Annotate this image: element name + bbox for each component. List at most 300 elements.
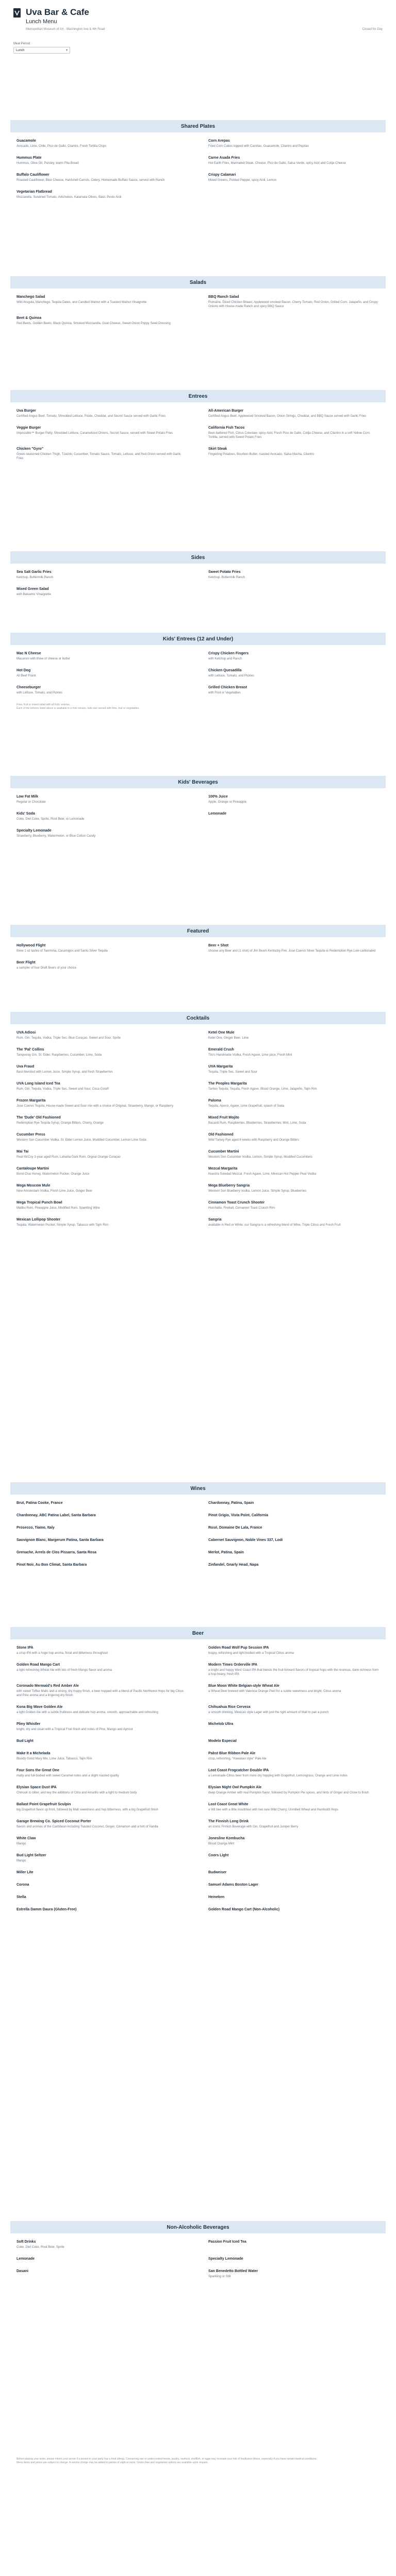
menu-section bbox=[10, 551, 386, 604]
menu-item-name: Old Fashioned bbox=[208, 1133, 234, 1137]
menu-item bbox=[208, 1895, 380, 1900]
menu-item-name: Pinot Noir, Au Bon Climat, Santa Barbara bbox=[16, 1563, 87, 1567]
menu-item-description: Jose Cuervo Tequila, House-made Sweet and Sour mix with a choice of Original, Strawberry, Mango, or Raspberry bbox=[16, 1105, 174, 1108]
menu-section bbox=[10, 925, 386, 977]
menu-item-name: Elysian Space Dust IPA bbox=[16, 1786, 57, 1789]
menu-item bbox=[16, 685, 188, 695]
menu-item-name: Pabst Blue Ribbon Pale Ale bbox=[208, 1752, 256, 1755]
menu-section bbox=[10, 1482, 386, 1575]
menu-item-name: Soft Drinks bbox=[16, 2240, 36, 2244]
menu-item-name: Prosecco, Tiamo, Italy bbox=[16, 1526, 55, 1530]
menu-item-name: Bud Light Seltzer bbox=[16, 1854, 46, 1857]
menu-item bbox=[208, 1646, 380, 1655]
menu-item bbox=[16, 1684, 188, 1698]
menu-item-name: Chardonnay, ABC Patina Label, Santa Barbara bbox=[16, 1514, 96, 1517]
menu-item bbox=[208, 570, 380, 580]
menu-item-description: Bloody Good Mary Mix, Lime Juice, Tabasco, Tajín Rim bbox=[16, 1757, 92, 1760]
menu-item-name: Beer + Shot bbox=[208, 944, 229, 947]
menu-item bbox=[208, 1722, 380, 1732]
menu-item-description: Avocado, Lime, Chile, Pico de Gallo, Cilantro, Fresh Tortilla Chips bbox=[16, 145, 107, 148]
menu-item bbox=[208, 2269, 380, 2279]
chevron-down-icon: ▾ bbox=[65, 49, 68, 52]
menu-item-description: Impossible™ Burger Patty, Shredded Lettuce, Caramelized Onions, Secret Sauce, served with Sweet Potato Fries bbox=[16, 432, 173, 435]
section-title: Non-Alcoholic Beverages bbox=[10, 2221, 386, 2233]
menu-item-description: Rum, Gin, Tequila, Vodka, Triple Sec, Sweet and Sour, Coca-Cola® bbox=[16, 1088, 109, 1091]
menu-item bbox=[16, 1870, 188, 1875]
menu-item-name: Estrella Damm Daura (Gluten-Free) bbox=[16, 1908, 77, 1911]
menu-item bbox=[16, 1563, 188, 1568]
menu-item bbox=[16, 139, 188, 148]
menu-item bbox=[208, 1538, 380, 1543]
menu-item-grid bbox=[10, 402, 386, 468]
menu-item-name: Skirt Steak bbox=[208, 447, 227, 451]
menu-item-name: The 'Pal' Collins bbox=[16, 1048, 44, 1052]
menu-item bbox=[16, 426, 188, 439]
menu-item-description: a Wit bier with a little mouthfeel with two new Wild Cherry, Unmilled Wheat and Humboldt Hops bbox=[208, 1808, 338, 1811]
menu-item-name: Vegetarian Flatbread bbox=[16, 190, 52, 194]
menu-item bbox=[16, 651, 188, 661]
open-status: Closed for Day bbox=[362, 28, 383, 31]
menu-item-name: Hot Dog bbox=[16, 669, 31, 672]
menu-item-name: Michelob Ultra bbox=[208, 1722, 234, 1726]
menu-item-name: Grenache, Arrels de Clos Pissarra, Santa Rosa bbox=[16, 1551, 96, 1554]
menu-item-description: with Fruit or Vegetables bbox=[208, 691, 241, 694]
menu-item bbox=[16, 1751, 188, 1761]
menu-item bbox=[16, 1907, 188, 1912]
menu-item bbox=[16, 1739, 188, 1744]
menu-item-description: Fried Corn Cakes topped with Carnitas, Guacamole, Cilantro and Pepitas bbox=[208, 145, 309, 148]
menu-item bbox=[16, 2240, 188, 2249]
menu-item-description: Chinook to bitter, and key the additions of Citra and Amarillo with a light to medium body bbox=[16, 1791, 137, 1794]
menu-item-description: with Lettuce, Tomato, and Pickles bbox=[208, 674, 254, 677]
menu-item-name: Specialty Lemonade bbox=[208, 2257, 243, 2261]
menu-item-description: Hot Earth Fries, Marinated Steak, Cheese, Pico de Gallo, Salsa Verde, spicy Aioli and Cotija Cheese bbox=[208, 162, 346, 165]
menu-item-name: Samuel Adams Boston Lager bbox=[208, 1883, 258, 1887]
menu-item-description: available in Red or White; our Sangria is a refreshing blend of Wine, Triple Citrus and Fresh Fruit bbox=[208, 1224, 341, 1227]
disclaimer-line: Menu items and prices are subject to change. A service charge may be added to parties of eight or more. Gluten-free and vegetarian options are available upon request. bbox=[16, 2461, 208, 2464]
menu-item bbox=[16, 1722, 188, 1732]
menu-item-description: Bond Chai Honey, Watermelon Pucker, Orange Juice bbox=[16, 1173, 90, 1176]
menu-item-grid bbox=[10, 564, 386, 604]
menu-item bbox=[16, 1836, 188, 1846]
menu-item-name: Kids' Soda bbox=[16, 812, 35, 816]
menu-item bbox=[16, 1538, 188, 1543]
menu-item-description: Certified Angus Beef, Applewood Smoked Bacon, Onion Strings, Cheddar, and BBQ Sauce served with Garlic Fries bbox=[208, 415, 367, 418]
menu-item-name: Stone IPA bbox=[16, 1646, 34, 1650]
menu-item-name: Golden Road Mango Cart bbox=[16, 1663, 60, 1667]
menu-section bbox=[10, 2221, 386, 2286]
menu-item-name: Veggie Burger bbox=[16, 426, 41, 430]
menu-item-name: Corn Arepas bbox=[208, 139, 230, 143]
menu-item-name: 100% Juice bbox=[208, 795, 228, 799]
menu-item-name: Lost Coast Great White bbox=[208, 1803, 249, 1806]
menu-item-grid bbox=[10, 937, 386, 977]
menu-item-name: Mezcal Margarita bbox=[208, 1167, 238, 1171]
menu-item bbox=[208, 447, 380, 461]
menu-item-name: San Benedetto Bottled Water bbox=[208, 2269, 258, 2273]
menu-item bbox=[208, 1132, 380, 1142]
menu-item-description: Mixed Greens, Pickled Pepper, spicy Aioli, Lemon bbox=[208, 179, 277, 182]
menu-item bbox=[16, 316, 188, 326]
menu-item bbox=[208, 1853, 380, 1863]
menu-item-name: Four Sons the Great One bbox=[16, 1769, 59, 1772]
menu-item-description: Certified Angus Beef, Tomato, Shredded Lettuce, Pickle, Cheddar, and Secret Sauce served with Garlic Fries bbox=[16, 415, 166, 418]
disclaimer-line: Before placing your order, please inform your server if a person in your party has a food allergy. Consuming raw or undercooked meats, poultry, seafood, shellfish, or eggs may increase your risk of foodborne illness, especially if you have certain medical conditions. bbox=[16, 2458, 317, 2461]
page-header bbox=[0, 0, 396, 54]
menu-item-description: hoppy, refreshing and light bodied with a Tropical Citrus aroma bbox=[208, 1652, 294, 1655]
menu-item-name: Cinnamon Toast Crunch Shooter bbox=[208, 1201, 265, 1205]
menu-item bbox=[16, 1098, 188, 1108]
menu-item-name: Chicken Quesadilla bbox=[208, 669, 242, 672]
menu-item-description: Tito's Handmade Vodka, Fresh Agave, Lime juice, Fresh Mint bbox=[208, 1054, 292, 1057]
menu-item-description: Nuestra Soledad Mezcal, Fresh Agave, Lime, Mexican Hot Pepper Pear Vodka bbox=[208, 1173, 317, 1176]
menu-item-description: Redemption Rye Tequila Syrup, Orange Bitters, Cherry, Orange bbox=[16, 1122, 104, 1125]
menu-item-name: Uva Fraud bbox=[16, 1065, 35, 1069]
menu-item bbox=[16, 811, 188, 821]
menu-item bbox=[16, 1705, 188, 1715]
menu-item-description: Malibu Rum, Pineapple Juice, Modified Rum, Sparkling Wine bbox=[16, 1207, 100, 1210]
section-title: Featured bbox=[10, 925, 386, 937]
menu-item bbox=[208, 409, 380, 418]
menu-title: Lunch Menu bbox=[26, 19, 57, 25]
menu-item bbox=[208, 139, 380, 148]
menu-item-name: Brut, Patina Cooke, France bbox=[16, 1501, 63, 1505]
menu-item-description: Mango bbox=[16, 1859, 26, 1862]
menu-item-name: Frozen Margarita bbox=[16, 1099, 46, 1103]
menu-item-name: Pinot Grigio, Vista Point, California bbox=[208, 1514, 269, 1517]
menu-item bbox=[16, 794, 188, 804]
menu-item-description: a sampler of four Draft Beers of your choice bbox=[16, 967, 77, 970]
menu-item-description: malty and full-bodied with sweet Caramel notes and a slight roasted quality bbox=[16, 1774, 119, 1777]
menu-item-name: Dasani bbox=[16, 2269, 28, 2273]
menu-item-name: Uva Burger bbox=[16, 409, 36, 413]
menu-item bbox=[208, 1526, 380, 1531]
menu-item-name: The Peoples Margarita bbox=[208, 1082, 247, 1086]
menu-item bbox=[208, 943, 380, 953]
menu-item bbox=[208, 811, 380, 821]
menu-item bbox=[208, 668, 380, 678]
menu-item-name: Pliny Whistler bbox=[16, 1722, 41, 1726]
menu-item-name: Mexican Lollipop Shooter bbox=[16, 1218, 61, 1222]
menu-section bbox=[10, 633, 386, 710]
menu-item bbox=[16, 1663, 188, 1676]
menu-item-description: flavors and aromas of the Caribbean including Toasted Coconut, Ginger, Cinnamon and a hint of Vanilla bbox=[16, 1825, 158, 1828]
menu-item-description: Wild Turkey Rye aged 6 weeks with Raspberry and Orange Bitters bbox=[208, 1139, 300, 1142]
menu-item-description: big Grapefruit flavor up front, followed by Malt sweetness and hop bitterness, with a big Grapefruit finish bbox=[16, 1808, 158, 1811]
menu-item bbox=[208, 1907, 380, 1912]
menu-item-name: Garage Brewing Co. Spiced Coconut Porter bbox=[16, 1820, 91, 1823]
menu-item-name: Cucumber Martini bbox=[208, 1150, 239, 1154]
menu-item-description: Blood Orange Mint bbox=[208, 1842, 235, 1845]
menu-item-name: Crispy Calamari bbox=[208, 173, 236, 177]
menu-item-description: Red Beets, Golden Beets, Black Quinoa, Smoked Mozzarella, Goat Cheese, Sweet Onion Poppy Seed Dressing bbox=[16, 322, 171, 325]
menu-item-name: Modelo Especial bbox=[208, 1739, 237, 1743]
menu-item-description: three 1 oz tastes of Taormina, Casamigos and Santo Silver Tequila bbox=[16, 950, 108, 953]
menu-item-description: Ketchup, Buttermilk Ranch bbox=[208, 576, 245, 579]
menu-item-description: a Wheat Beer brewed with Valencia Orange Peel for a subtle sweetness and bright, Citrus aroma bbox=[208, 1690, 341, 1693]
menu-item-name: Golden Road Wolf Pup Session IPA bbox=[208, 1646, 269, 1650]
menu-item-name: Blue Moon White Belgian-style Wheat Ale bbox=[208, 1684, 279, 1688]
menu-item bbox=[16, 668, 188, 678]
menu-item bbox=[16, 1853, 188, 1863]
menu-item-name: Kona Big Wave Golden Ale bbox=[16, 1705, 63, 1709]
meal-period-select[interactable] bbox=[13, 47, 70, 54]
menu-item bbox=[16, 295, 188, 309]
section-note: Fries, fruit or mixed salad with all Kids' entrées. bbox=[16, 703, 71, 706]
section-title: Salads bbox=[10, 276, 386, 289]
menu-item-name: Ballast Point Grapefruit Sculpin bbox=[16, 1803, 71, 1806]
menu-item-description: a smooth drinking, Mexican style Lager with just the right amount of Malt to pair a punch bbox=[208, 1711, 329, 1714]
restaurant-address: Metropolitan Museum of Art · Washington Ave & 4th Road bbox=[26, 28, 105, 31]
menu-item bbox=[208, 1064, 380, 1074]
section-title: Sides bbox=[10, 551, 386, 564]
menu-item-name: Grilled Chicken Breast bbox=[208, 686, 248, 689]
menu-item-description: with Lettuce, Tomato, and Pickles bbox=[16, 691, 62, 694]
menu-item-name: Chihuahua Rice Cerveza bbox=[208, 1705, 251, 1709]
menu-item-name: Sangria bbox=[208, 1218, 222, 1222]
menu-item-description: Wild Arugula, Manchego, Tequila Dates, and Candied Walnut with a Toasted Walnut Vinaigrette bbox=[16, 301, 147, 304]
menu-item-name: Hollywood Flight bbox=[16, 944, 46, 947]
menu-item-name: Lemonade bbox=[16, 2257, 35, 2261]
menu-item bbox=[16, 1646, 188, 1655]
menu-item-name: Modern Times Orderville IPA bbox=[208, 1663, 258, 1667]
menu-item-name: Heineken bbox=[208, 1895, 225, 1899]
menu-item bbox=[16, 447, 188, 461]
menu-item-name: Beer Flight bbox=[16, 961, 36, 964]
menu-item-name: Golden Road Mango Cart (Non-Alcoholic) bbox=[208, 1908, 280, 1911]
menu-item bbox=[208, 1513, 380, 1518]
menu-item-description: Beer-battered Fish, Citrus Coleslaw, spicy Aioli, Fresh Pico de Gallo, Cotija Cheese, and Cilantro in a soft Yellow Corn Tortilla, served with Sweet Potato Fries bbox=[208, 432, 370, 439]
menu-item-description: Macaroni with three of cheese or butter bbox=[16, 657, 71, 660]
menu-item-name: Elysian Night Owl Pumpkin Ale bbox=[208, 1786, 262, 1789]
menu-item-name: Lemonade bbox=[208, 812, 227, 816]
menu-item-name: Mac N Cheese bbox=[16, 652, 41, 655]
menu-item-description: Fingerling Potatoes, Bourbon Butter, roasted Avocado, Salsa Macha, Cilantro bbox=[208, 453, 315, 456]
menu-item-name: Mega Blueberry Sangria bbox=[208, 1184, 250, 1188]
menu-item-name: The 'Dude' Old Fashioned bbox=[16, 1116, 61, 1120]
menu-item-name: Zinfandel, Gnarly Head, Napa bbox=[208, 1563, 259, 1567]
menu-item bbox=[208, 1663, 380, 1676]
menu-item-name: Mega Tropical Punch Bowl bbox=[16, 1201, 62, 1205]
menu-item-description: Coke, Diet Coke, Root Beer, Sprite bbox=[16, 2246, 64, 2249]
menu-item-name: Crispy Chicken Fingers bbox=[208, 652, 249, 655]
menu-item bbox=[16, 1115, 188, 1125]
menu-item bbox=[16, 570, 188, 580]
menu-item bbox=[208, 1501, 380, 1506]
menu-item-name: Sauvignon Blanc, Margerum Patina, Santa Barbara bbox=[16, 1538, 104, 1542]
menu-item bbox=[16, 1883, 188, 1888]
section-title: Shared Plates bbox=[10, 120, 386, 132]
menu-item bbox=[16, 1047, 188, 1057]
menu-item-description: Romaine, Diced Chicken Breast, Applewood smoked Bacon, Cherry Tomato, Red Onion, Grilled Corn, Jalapeño, and Crispy Onions with House-made Ranch and spicy BBQ Sauce bbox=[208, 301, 378, 308]
menu-item-description: Hummus, Olive Oil, Parsley, warm Pita Bread bbox=[16, 162, 79, 165]
menu-item-description: crisp, refreshing, "Hawaiian style" Pale Ale bbox=[208, 1757, 267, 1760]
menu-item-name: Stella bbox=[16, 1895, 26, 1899]
menu-item bbox=[16, 1132, 188, 1142]
menu-item bbox=[16, 1064, 188, 1074]
menu-item-name: Buffalo Cauliflower bbox=[16, 173, 50, 177]
menu-item-name: Rosé, Domaine De Lala, France bbox=[208, 1526, 262, 1530]
menu-item-name: Low Fat Milk bbox=[16, 795, 38, 799]
menu-item-description: Sparkling or Still bbox=[208, 2275, 231, 2278]
menu-item bbox=[16, 1183, 188, 1193]
menu-item bbox=[208, 1149, 380, 1159]
menu-item bbox=[16, 409, 188, 418]
menu-item-grid bbox=[10, 1495, 386, 1575]
menu-item-name: Merlot, Patina, Spain bbox=[208, 1551, 244, 1554]
menu-item-description: Western Son Cucumber Vodka, Lemon, Simple Syrup, Muddled Cucumbers bbox=[208, 1156, 312, 1159]
menu-item-description: an iconic Finnish Beverage with Gin, Grapefruit and Juniper Berry bbox=[208, 1825, 299, 1828]
section-title: Entrees bbox=[10, 390, 386, 402]
menu-item bbox=[16, 1513, 188, 1518]
menu-item bbox=[208, 1030, 380, 1040]
menu-item bbox=[208, 1836, 380, 1846]
menu-item-name: Guacamole bbox=[16, 139, 36, 143]
menu-item-name: Specialty Lemonade bbox=[16, 829, 52, 833]
menu-item bbox=[16, 1768, 188, 1778]
menu-item bbox=[208, 156, 380, 165]
menu-item bbox=[208, 1751, 380, 1761]
menu-item-description: Horchatte, Fireball, Cinnamon Toast Crunch Rim bbox=[208, 1207, 275, 1210]
menu-item bbox=[16, 1200, 188, 1210]
menu-item bbox=[16, 2269, 188, 2279]
menu-section bbox=[10, 776, 386, 845]
menu-item-name: Miller Lite bbox=[16, 1871, 34, 1874]
menu-item-name: Coronado Mermaid's Red Amber Ale bbox=[16, 1684, 79, 1688]
menu-item-name: UVA Long Island Iced Tea bbox=[16, 1082, 60, 1086]
menu-item-name: Sea Salt Garlic Fries bbox=[16, 570, 52, 574]
menu-item bbox=[16, 1785, 188, 1795]
menu-item-description: Roasted Cauliflower, Blue Cheese, Hardshell Carrots, Celery, Homemade Buffalo Sauce, served with Ranch bbox=[16, 179, 165, 182]
menu-item-name: Lost Coast Frogcatcher Double IPA bbox=[208, 1769, 269, 1772]
menu-item-description: Coke, Diet Coke, Sprite, Root Beer, or Lemonade bbox=[16, 818, 85, 821]
menu-item-description: Basil blended with Lemon Juice, Simple Syrup, and fresh Strawberries bbox=[16, 1071, 113, 1074]
menu-item bbox=[16, 1526, 188, 1531]
menu-item-description: Tequila, Watermelon Pucker, Simple Syrup, Tabasco with Tajín Rim bbox=[16, 1224, 108, 1227]
menu-item-name: Budweiser bbox=[208, 1871, 227, 1874]
menu-item bbox=[208, 1684, 380, 1698]
menu-item-description: Tequila, Aperol, Agave, Lime Grapefruit, splash of Soda bbox=[208, 1105, 285, 1108]
menu-item-description: a light refreshing Wheat Ale with lots of fresh Mango flavor and aroma bbox=[16, 1669, 112, 1672]
menu-item bbox=[208, 1802, 380, 1812]
menu-item bbox=[208, 295, 380, 309]
menu-item bbox=[16, 1501, 188, 1506]
menu-item-name: Cantaloupe Martini bbox=[16, 1167, 50, 1171]
menu-item-name: Mai Tai bbox=[16, 1150, 29, 1154]
menu-item-name: Paloma bbox=[208, 1099, 221, 1103]
menu-item-description: with Balsamic Vinaigrette bbox=[16, 593, 51, 596]
menu-item bbox=[208, 1098, 380, 1108]
menu-item-name: BBQ Ranch Salad bbox=[208, 295, 239, 299]
menu-item-name: Corona bbox=[16, 1883, 29, 1887]
menu-item-description: a crisp IPA with a huge hop aroma, floral and bitterness throughout bbox=[16, 1652, 108, 1655]
menu-item bbox=[16, 173, 188, 182]
menu-item-description: with sweet Toffee Malts and a strong, dry hoppy finish, a beer hopped with a blend of Pacific Northwest Hops for big Citrus and Pine aroma and a lingering dry finish bbox=[16, 1690, 184, 1697]
restaurant-name: Uva Bar & Cafe bbox=[26, 7, 89, 17]
section-title: Kids' Beverages bbox=[10, 776, 386, 788]
menu-item-name: Manchego Salad bbox=[16, 295, 45, 299]
menu-item bbox=[208, 685, 380, 695]
menu-item bbox=[16, 828, 188, 838]
menu-item bbox=[208, 1183, 380, 1193]
menu-item-description: Mango bbox=[16, 1842, 26, 1845]
menu-item bbox=[208, 1200, 380, 1210]
menu-item-name: The Finnish Long Drink bbox=[208, 1820, 249, 1823]
menu-item-name: Make It a Michelada bbox=[16, 1752, 51, 1755]
menu-item bbox=[208, 1819, 380, 1829]
menu-section bbox=[10, 1012, 386, 1234]
menu-item-name: Ketel One Mule bbox=[208, 1031, 235, 1035]
menu-item-name: Chardonnay, Patina, Spain bbox=[208, 1501, 254, 1505]
menu-item-grid bbox=[10, 289, 386, 333]
menu-item bbox=[16, 1081, 188, 1091]
menu-item-name: Chicken "Gyro" bbox=[16, 447, 44, 451]
section-title: Kids' Entrees (12 and Under) bbox=[10, 633, 386, 645]
menu-item-description: Ketchup, Buttermilk Ranch bbox=[16, 576, 54, 579]
menu-item-name: Passion Fruit Iced Tea bbox=[208, 2240, 246, 2244]
menu-item-grid bbox=[10, 132, 386, 207]
allergy-disclaimer bbox=[16, 2458, 380, 2465]
menu-section bbox=[10, 120, 386, 207]
menu-item-name: Coors Light bbox=[208, 1854, 229, 1857]
menu-item-name: Sweet Potato Fries bbox=[208, 570, 241, 574]
section-note: Each of the entrées listed above is available in a mini version, kids size served with fries, fruit or vegetables. bbox=[16, 707, 140, 710]
menu-item-description: Strawberry, Blueberry, Watermelon, or Blue Cotton Candy bbox=[16, 835, 96, 838]
menu-item bbox=[16, 1166, 188, 1176]
menu-item-description: Rum, Gin, Tequila, Vodka, Triple Sec, Blue Curaçao, Sweet and Sour, Sprite bbox=[16, 1037, 121, 1040]
menu-item bbox=[208, 1768, 380, 1778]
menu-item bbox=[208, 426, 380, 439]
menu-item bbox=[16, 943, 188, 953]
menu-item-description: choose any Beer and (1 shot) of Jim Beam Kentucky Fire, Jose Cuervo Silver Tequila or Redemption Rye Low-carbonated bbox=[208, 950, 376, 953]
meal-period-value: Lunch bbox=[16, 48, 25, 52]
menu-item bbox=[16, 1550, 188, 1555]
meal-period-label: Meal Period bbox=[13, 42, 30, 45]
menu-item-grid bbox=[10, 788, 386, 845]
menu-item bbox=[208, 651, 380, 661]
menu-item bbox=[16, 190, 188, 199]
menu-item-name: Jonesline Kombucha bbox=[208, 1837, 245, 1840]
menu-item-grid bbox=[10, 645, 386, 702]
menu-item-description: Western Son Blueberry Vodka, Lemon Juice, Simple Syrup, Blueberries bbox=[208, 1190, 307, 1193]
menu-item-description: New Amsterdam Vodka, Fresh Lime Juice, Ginger Beer bbox=[16, 1190, 93, 1193]
section-title: Wines bbox=[10, 1482, 386, 1495]
menu-item-description: Regular or Chocolate bbox=[16, 801, 46, 804]
menu-item bbox=[208, 1785, 380, 1795]
menu-item-description: Greek-seasoned Chicken Thigh, Tzatziki, Cucumber, Tomato Sauce, Tomato, Lettuce, and Red Onion served with Garlic Fries bbox=[16, 453, 182, 460]
menu-item-name: Mixed Fruit Mojito bbox=[208, 1116, 239, 1120]
menu-item-description: deep Orange Amber with real Pumpkin flavor, followed by Pumpkin Pie spices, and hints of Ginger and Clove to finish bbox=[208, 1791, 369, 1794]
menu-item bbox=[16, 2257, 188, 2262]
menu-item-grid bbox=[10, 1639, 386, 1920]
section-notes bbox=[10, 702, 386, 710]
menu-item-name: Emerald Crush bbox=[208, 1048, 234, 1052]
menu-item-description: bright, dry and clean with a Tropical Fruit finish and notes of Pine, Mango and Apricot bbox=[16, 1728, 133, 1731]
menu-item-description: a light Golden Ale with a subtle fruitiness and delicate hop aroma, smooth, approachable and refreshing bbox=[16, 1711, 158, 1714]
menu-item bbox=[208, 1550, 380, 1555]
menu-item bbox=[16, 1149, 188, 1159]
menu-item-name: Bud Light bbox=[16, 1739, 34, 1743]
menu-item-description: Real McCoy 3-year aged Rum, Lahaina Dark Rum, Orgeat Orange Curaçao bbox=[16, 1156, 121, 1159]
menu-item-name: UVA Adiosi bbox=[16, 1031, 36, 1035]
menu-item-name: Beet & Quinoa bbox=[16, 316, 42, 320]
menu-item-description: a bright and hoppy West Coast IPA that blends the fruit-forward flavors of tropical hops with the resinous, dank richness from a hop-heavy, fresh IPA bbox=[208, 1669, 378, 1676]
menu-item bbox=[208, 1047, 380, 1057]
menu-item bbox=[208, 1081, 380, 1091]
menu-item-description: a Lemonade-Citrus beer from more dry hopping with Grapefruit, Lemongrass, Orange and Lime notes bbox=[208, 1774, 348, 1777]
menu-item-name: Mega Moscow Mule bbox=[16, 1184, 51, 1188]
menu-item-description: Tanteo Tequila, Tequila, Fresh Agave, Blood Orange, Lime, Jalapeño, Tajín Rim bbox=[208, 1088, 317, 1091]
